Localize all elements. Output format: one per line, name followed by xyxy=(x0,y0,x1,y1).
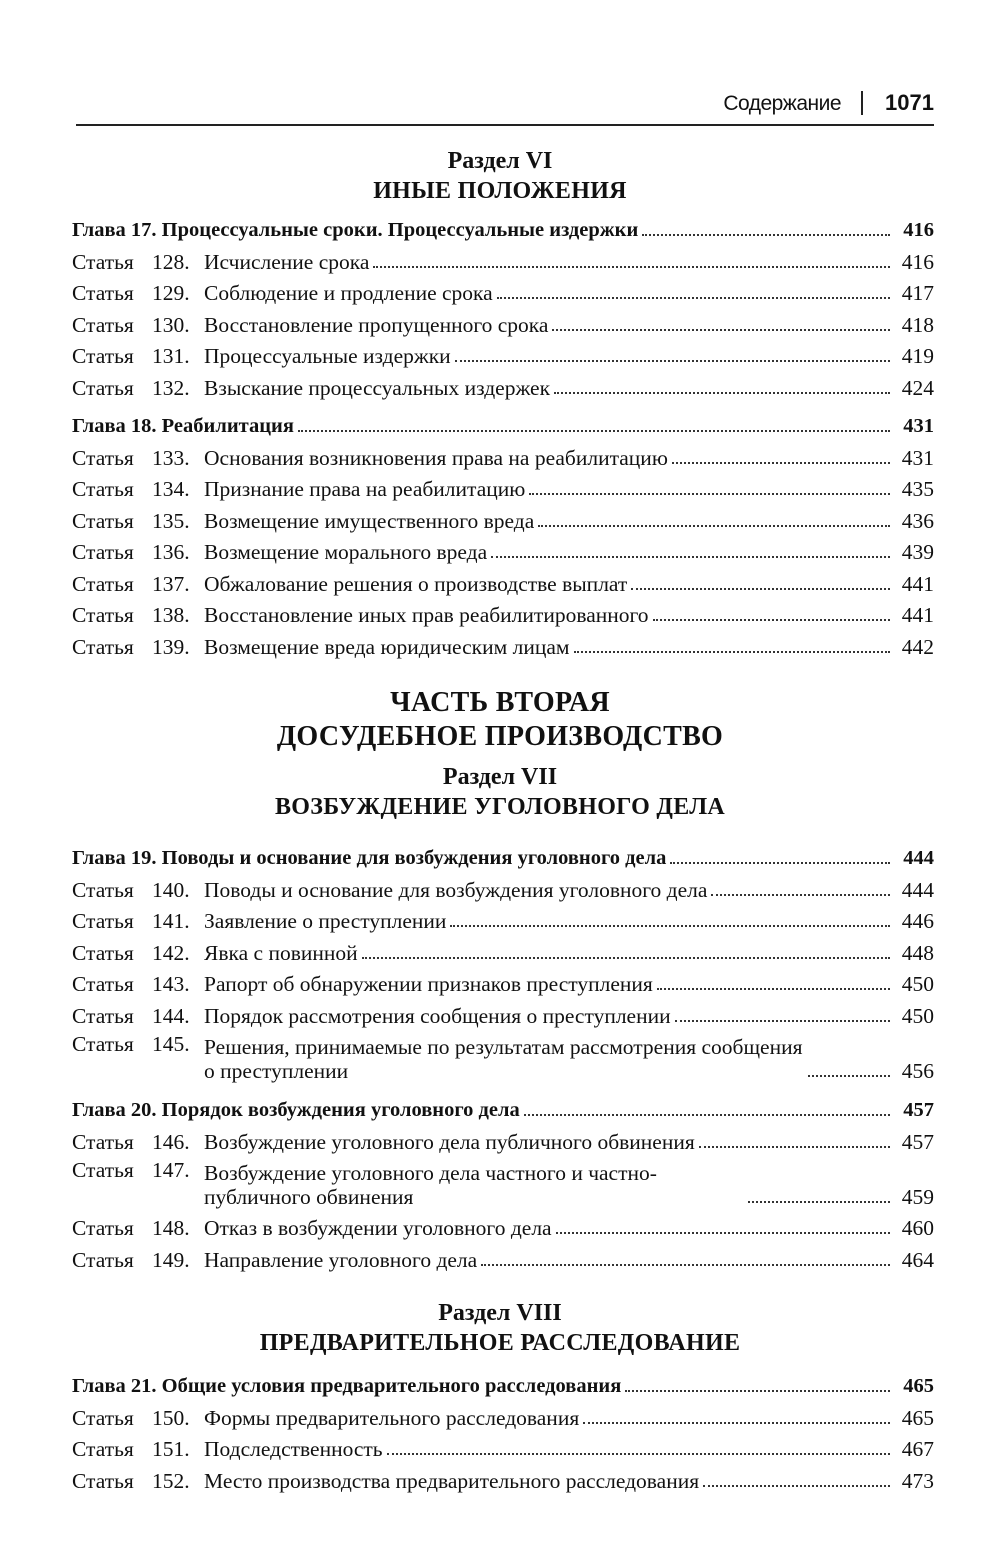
article-page: 465 xyxy=(901,1405,934,1430)
article-title: Восстановление иных прав реабилитированного xyxy=(204,603,649,627)
article-title: Заявление о преступлении xyxy=(204,909,447,933)
article-number: 149. xyxy=(152,1247,190,1272)
article-page: 456 xyxy=(901,1058,934,1083)
dot-leader xyxy=(748,1201,890,1203)
article-page: 450 xyxy=(901,972,934,996)
article-title: Признание права на реабилитацию xyxy=(204,477,526,501)
section-subtitle: ПРЕДВАРИТЕЛЬНОЕ РАССЛЕДОВАНИЕ xyxy=(259,1330,741,1356)
article-entry[interactable] xyxy=(72,596,934,628)
article-entry[interactable] xyxy=(72,1398,934,1430)
article-page: 417 xyxy=(901,281,934,305)
article-title: Возбуждение уголовного дела частного и частно-публичного обвинения xyxy=(204,1160,657,1209)
chapter-page: 465 xyxy=(903,1375,934,1397)
article-number: 141. xyxy=(152,909,190,933)
article-label: Статья xyxy=(72,281,134,305)
article-title: Основания возникновения права на реабилитацию xyxy=(204,445,668,470)
article-title: Возмещение вреда юридическим лицам xyxy=(204,634,570,659)
article-title: Возбуждение уголовного дела публичного обвинения xyxy=(204,1129,695,1154)
article-entry[interactable] xyxy=(72,1028,934,1083)
part-subtitle: ДОСУДЕБНОЕ ПРОИЗВОДСТВО xyxy=(276,721,724,752)
chapter-page: 416 xyxy=(903,219,934,241)
article-number: 146. xyxy=(152,1129,190,1154)
dot-leader xyxy=(653,619,890,621)
dot-leader xyxy=(657,988,890,990)
article-page: 441 xyxy=(901,603,934,627)
article-entry[interactable] xyxy=(72,438,934,470)
article-page: 450 xyxy=(901,1003,934,1028)
dot-leader xyxy=(552,329,890,331)
article-label: Статья xyxy=(72,249,134,274)
dot-leader xyxy=(675,1020,890,1022)
dot-leader xyxy=(583,1422,890,1424)
article-page: 473 xyxy=(901,1468,934,1493)
toc-chapter-19 xyxy=(72,834,934,1083)
article-page: 446 xyxy=(901,909,934,933)
article-number: 130. xyxy=(152,312,190,337)
article-page: 457 xyxy=(901,1129,934,1154)
dot-leader xyxy=(556,1232,890,1234)
article-entry[interactable] xyxy=(72,564,934,596)
article-label: Статья xyxy=(72,1031,134,1056)
article-title: Поводы и основание для возбуждения уголовного дела xyxy=(204,877,708,902)
section-subtitle: ИНЫЕ ПОЛОЖЕНИЯ xyxy=(373,178,627,204)
article-page: 439 xyxy=(901,540,934,564)
article-entry[interactable] xyxy=(72,368,934,400)
article-page: 467 xyxy=(901,1437,934,1461)
article-number: 137. xyxy=(152,571,190,596)
article-label: Статья xyxy=(72,1216,134,1240)
article-entry[interactable] xyxy=(72,1430,934,1462)
dot-leader xyxy=(631,588,890,590)
chapter-title: Глава 21. Общие условия предварительного расследования xyxy=(72,1375,622,1397)
dot-leader xyxy=(808,1075,890,1077)
article-page: 448 xyxy=(901,940,934,965)
article-label: Статья xyxy=(72,540,134,564)
article-page: 459 xyxy=(901,1184,934,1209)
dot-leader xyxy=(711,894,890,896)
article-title: Соблюдение и продление срока xyxy=(204,281,493,305)
article-entry[interactable] xyxy=(72,965,934,997)
dot-leader xyxy=(672,462,890,464)
article-page: 435 xyxy=(901,477,934,501)
part-heading-two xyxy=(0,686,1000,754)
chapter-title: Глава 20. Порядок возбуждения уголовного дела xyxy=(72,1099,520,1121)
section-heading-vi xyxy=(0,146,1000,206)
chapter-title: Глава 17. Процессуальные сроки. Процессуальные издержки xyxy=(72,219,639,241)
dot-leader xyxy=(642,234,890,236)
article-number: 143. xyxy=(152,972,190,996)
article-page: 424 xyxy=(901,375,934,400)
dot-leader xyxy=(387,1453,890,1455)
article-number: 152. xyxy=(152,1468,190,1493)
article-number: 131. xyxy=(152,344,190,368)
header-separator xyxy=(861,91,863,115)
article-label: Статья xyxy=(72,1129,134,1154)
article-number: 136. xyxy=(152,540,190,564)
toc-chapter-17 xyxy=(72,206,934,400)
dot-leader xyxy=(699,1146,890,1148)
article-label: Статья xyxy=(72,508,134,533)
article-entry[interactable] xyxy=(72,1461,934,1493)
toc-chapter-20 xyxy=(72,1086,934,1272)
article-page: 418 xyxy=(901,312,934,337)
dot-leader xyxy=(625,1390,890,1392)
article-title: Исчисление срока xyxy=(204,249,370,274)
toc-chapter-18 xyxy=(72,402,934,659)
article-number: 134. xyxy=(152,477,190,501)
article-number: 129. xyxy=(152,281,190,305)
dot-leader xyxy=(497,297,890,299)
article-number: 151. xyxy=(152,1437,190,1461)
dot-leader xyxy=(529,493,890,495)
article-page: 442 xyxy=(901,634,934,659)
article-entry[interactable] xyxy=(72,470,934,502)
article-number: 145. xyxy=(152,1031,190,1056)
chapter-entry[interactable] xyxy=(72,206,934,242)
running-head-label: Содержание xyxy=(723,92,842,115)
article-page: 419 xyxy=(901,344,934,368)
article-title: Обжалование решения о производстве выплат xyxy=(204,571,628,596)
dot-leader xyxy=(298,430,890,432)
dot-leader xyxy=(481,1264,890,1266)
article-label: Статья xyxy=(72,877,134,902)
article-title: Подследственность xyxy=(204,1437,383,1461)
chapter-entry[interactable] xyxy=(72,1086,934,1122)
article-title: Отказ в возбуждении уголовного дела xyxy=(204,1216,552,1240)
article-page: 416 xyxy=(901,249,934,274)
section-title: Раздел VI xyxy=(447,148,553,174)
article-entry[interactable] xyxy=(72,933,934,965)
article-label: Статья xyxy=(72,1437,134,1461)
page-header xyxy=(76,88,934,126)
dot-leader xyxy=(538,525,890,527)
dot-leader xyxy=(670,862,890,864)
article-title: Место производства предварительного расследования xyxy=(204,1468,700,1493)
chapter-title: Глава 18. Реабилитация xyxy=(72,415,294,437)
article-title: Возмещение имущественного вреда xyxy=(204,508,535,533)
chapter-entry[interactable] xyxy=(72,402,934,438)
article-number: 132. xyxy=(152,375,190,400)
article-label: Статья xyxy=(72,1003,134,1028)
article-number: 128. xyxy=(152,249,190,274)
article-number: 148. xyxy=(152,1216,190,1240)
dot-leader xyxy=(455,360,890,362)
chapter-entry[interactable] xyxy=(72,1362,934,1398)
article-entry[interactable] xyxy=(72,1240,934,1272)
article-entry[interactable] xyxy=(72,996,934,1028)
article-number: 142. xyxy=(152,940,190,965)
article-number: 150. xyxy=(152,1405,190,1430)
article-entry[interactable] xyxy=(72,627,934,659)
part-title: ЧАСТЬ ВТОРАЯ xyxy=(390,687,610,718)
article-label: Статья xyxy=(72,571,134,596)
article-entry[interactable] xyxy=(72,1122,934,1154)
article-title: Порядок рассмотрения сообщения о преступлении xyxy=(204,1003,671,1028)
article-number: 147. xyxy=(152,1157,190,1182)
article-label: Статья xyxy=(72,477,134,501)
article-label: Статья xyxy=(72,1468,134,1493)
article-number: 140. xyxy=(152,877,190,902)
dot-leader xyxy=(703,1485,890,1487)
section-heading-viii xyxy=(0,1298,1000,1358)
article-entry[interactable] xyxy=(72,337,934,369)
article-title: Взыскание процессуальных издержек xyxy=(204,375,551,400)
dot-leader xyxy=(554,392,890,394)
dot-leader xyxy=(362,957,890,959)
article-label: Статья xyxy=(72,312,134,337)
running-head xyxy=(723,90,934,116)
article-entry[interactable] xyxy=(72,305,934,337)
article-number: 135. xyxy=(152,508,190,533)
article-label: Статья xyxy=(72,1157,134,1182)
article-title: Возмещение морального вреда xyxy=(204,540,488,564)
article-number: 139. xyxy=(152,634,190,659)
article-label: Статья xyxy=(72,603,134,627)
dot-leader xyxy=(373,266,890,268)
article-label: Статья xyxy=(72,1247,134,1272)
article-page: 464 xyxy=(901,1247,934,1272)
article-entry[interactable] xyxy=(72,1209,934,1241)
page-number: 1071 xyxy=(885,90,934,115)
article-label: Статья xyxy=(72,445,134,470)
article-title: Формы предварительного расследования xyxy=(204,1405,580,1430)
article-entry[interactable] xyxy=(72,501,934,533)
article-title: Явка с повинной xyxy=(204,940,358,965)
article-title: Рапорт об обнаружении признаков преступления xyxy=(204,972,653,996)
article-entry[interactable] xyxy=(72,274,934,306)
article-title: Процессуальные издержки xyxy=(204,344,451,368)
article-label: Статья xyxy=(72,940,134,965)
article-entry[interactable] xyxy=(72,533,934,565)
chapter-entry[interactable] xyxy=(72,834,934,870)
article-number: 138. xyxy=(152,603,190,627)
section-subtitle: ВОЗБУЖДЕНИЕ УГОЛОВНОГО ДЕЛА xyxy=(274,794,726,820)
dot-leader xyxy=(574,651,891,653)
chapter-page: 457 xyxy=(903,1099,934,1121)
article-entry[interactable] xyxy=(72,1154,934,1209)
article-label: Статья xyxy=(72,909,134,933)
article-page: 431 xyxy=(901,445,934,470)
article-number: 144. xyxy=(152,1003,190,1028)
article-label: Статья xyxy=(72,344,134,368)
section-title: Раздел VIII xyxy=(438,1300,562,1326)
article-label: Статья xyxy=(72,375,134,400)
chapter-page: 431 xyxy=(903,415,934,437)
article-page: 441 xyxy=(901,571,934,596)
article-label: Статья xyxy=(72,1405,134,1430)
dot-leader xyxy=(491,556,890,558)
toc-chapter-21 xyxy=(72,1362,934,1493)
chapter-page: 444 xyxy=(903,847,934,869)
chapter-title: Глава 19. Поводы и основание для возбуждения уголовного дела xyxy=(72,847,667,869)
article-page: 460 xyxy=(901,1216,934,1240)
article-label: Статья xyxy=(72,972,134,996)
section-title: Раздел VII xyxy=(442,764,558,790)
article-page: 436 xyxy=(901,508,934,533)
dot-leader xyxy=(450,925,890,927)
article-title: Восстановление пропущенного срока xyxy=(204,312,549,337)
article-entry[interactable] xyxy=(72,870,934,902)
article-number: 133. xyxy=(152,445,190,470)
article-entry[interactable] xyxy=(72,902,934,934)
dot-leader xyxy=(524,1114,890,1116)
article-page: 444 xyxy=(901,877,934,902)
article-title: Направление уголовного дела xyxy=(204,1247,478,1272)
article-label: Статья xyxy=(72,634,134,659)
article-entry[interactable] xyxy=(72,242,934,274)
article-title: Решения, принимаемые по результатам рассмотрения сообщения о преступлении xyxy=(204,1034,803,1083)
section-heading-vii xyxy=(0,762,1000,822)
